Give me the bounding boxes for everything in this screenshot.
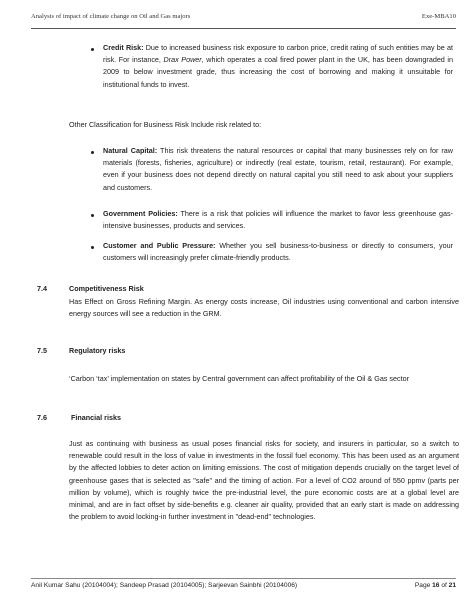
header-title: Analysis of impact of climate change on Oil and Gas majors xyxy=(31,13,191,20)
credit-risk-text-2: , which operates a coal fired power plant in the UK, has been downgraded in 2009 to below investment grade, thus increasing the cost of borrowing and making it unsuitable for institutional funds to invest. xyxy=(103,55,453,89)
risk-item-customer-pressure xyxy=(103,240,453,264)
page-header xyxy=(31,13,456,25)
section-title-financial: Financial risks xyxy=(71,413,121,422)
credit-risk-label: Credit Risk: xyxy=(103,43,144,52)
bullet-icon xyxy=(91,214,94,217)
risk-item-government-policies xyxy=(103,208,453,232)
page-word: Page xyxy=(414,582,433,589)
risk-item-natural-capital xyxy=(103,145,453,194)
section-text-regulatory: ‘Carbon ‘tax’ implementation on states by Central government can affect profitability of the Oil & Gas sector xyxy=(69,374,409,383)
risk-item-label: Government Policies: xyxy=(103,209,178,218)
footer-authors: Anil Kumar Sahu (20104004); Sandeep Prasad (20104005); Sarjeevan Sainbhi (20104006) xyxy=(31,582,298,589)
risk-item-text: There is a risk that policies will influence the market to favor less greenhouse gas-intensive businesses, products and services. xyxy=(103,209,453,231)
footer-divider xyxy=(31,578,456,579)
section-title-regulatory: Regulatory risks xyxy=(69,346,126,355)
section-text-financial: Just as continuing with business as usual poses financial risks for society, and insurers in particular, so a switch to renewable could result in the loss of value in investments in the fossil fuel economy. This has been used as an argument by the affected lobbies to deter action on limiting emissions. The cost of mitigation depends crucially on the target level of greenhouse gases that is selected as "safe" and the timing of action. For a level of CO2 around of 550 ppmv (parts per million by volume), which is roughly twice the pre-industrial level, the pure economic costs are at a global level are minimal, and are in fact offset by side-benefits e.g. cleaner air quality, provided that an early start is made on addressing the problem to avoid locking-in further investment in "dead-end" technologies. xyxy=(69,439,459,522)
section-title-competitiveness: Competitiveness Risk xyxy=(69,284,144,293)
risk-item-text: This risk threatens the natural resources or capital that many businesses rely on for raw materials (forests, fisheries, agriculture) or indirectly (real estate, tourism, retail, restaurant). For example, even if your business does not depend directly on natural capital you still need to ask about your suppliers and customers. xyxy=(103,146,453,192)
section-text-competitiveness: Has Effect on Gross Refining Margin. As energy costs increase, Oil industries using conventional and carbon intensive energy sources will see a reduction in the GRM. xyxy=(69,297,459,319)
bullet-icon xyxy=(91,151,94,154)
page-of: of xyxy=(439,582,449,589)
section-number-7-5: 7.5 xyxy=(37,346,47,355)
credit-risk-italic: Drax Power xyxy=(163,55,202,65)
bullet-icon xyxy=(91,48,94,51)
risk-item-label: Natural Capital: xyxy=(103,146,158,155)
page-total: 21 xyxy=(448,582,456,589)
page-number xyxy=(415,582,456,589)
risk-item-text: Whether you sell business-to-business or directly to consumers, your customers will increasingly prefer climate-friendly products. xyxy=(103,241,454,263)
header-divider xyxy=(31,28,456,29)
credit-risk-paragraph xyxy=(103,42,453,91)
section-number-7-4: 7.4 xyxy=(37,284,47,293)
other-classification-text: Other Classification for Business Risk Include risk related to: xyxy=(69,120,262,129)
page-current: 16 xyxy=(432,582,440,589)
header-code: Exe-MBA10 xyxy=(421,13,456,20)
bullet-icon xyxy=(91,246,94,249)
section-number-7-6: 7.6 xyxy=(37,413,47,422)
risk-item-label: Customer and Public Pressure: xyxy=(103,241,216,250)
credit-risk-text-1: Due to increased business risk exposure to carbon price, credit rating of such entities may be at risk. For instance, xyxy=(103,43,453,65)
